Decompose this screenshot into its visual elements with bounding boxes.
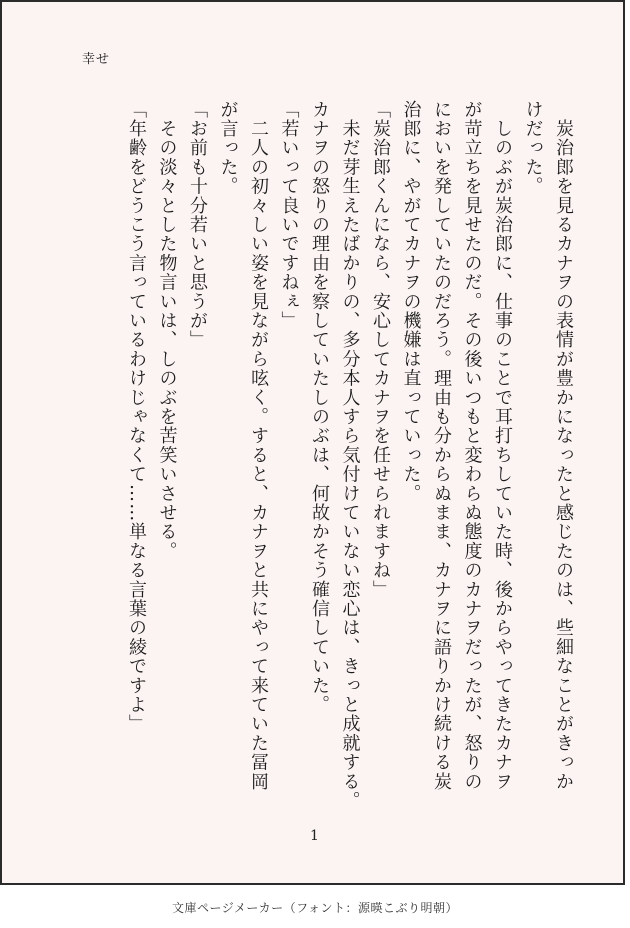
footer-credit: 文庫ページメーカー（フォント：源暎こぶり明朝） (171, 901, 459, 915)
text-line: 「お前も十分若いと思うが」 (187, 100, 208, 350)
text-line: その淡々とした物言いは、しのぶを苦笑いさせる。 (156, 100, 178, 561)
text-line: 二人の初々しい姿を見ながら呟く。すると、カナヲと共にやって来ていた冨岡 (248, 100, 269, 792)
text-line: 治郎に、やがてカナヲの機嫌は直っていった。 (400, 100, 422, 504)
text-line: しのぶが炭治郎に、仕事のことで耳打ちしていた時、後からやってきたカナヲ (492, 100, 513, 792)
text-line: カナヲの怒りの理由を察していたしのぶは、何故かそう確信していた。 (309, 100, 330, 715)
text-line: けだった。 (522, 100, 544, 196)
text-line: においを発していたのだろう。理由も分からぬまま、カナヲに語りかけ続ける炭 (431, 100, 452, 792)
text-line: 「若いって良いですねぇ」 (278, 100, 300, 331)
text-line: 炭治郎を見るカナヲの表情が豊かになったと感じたのは、些細なことがきっか (553, 100, 574, 792)
page-header-title: 幸せ (82, 52, 111, 67)
text-line: 「年齢をどうこう言っているわけじゃなくて……単なる言葉の綾ですよ」 (126, 100, 147, 734)
text-line: 「炭治郎くんになら、安心してカナヲを任せられますね」 (370, 100, 391, 600)
text-line: が言った。 (217, 100, 239, 196)
body-text (121, 100, 579, 811)
text-line: が苛立ちを見せたのだ。その後いつもと変わらぬ態度のカナヲだったが、怒りの (461, 100, 483, 792)
page-number: 1 (310, 828, 319, 844)
text-line: 未だ芽生えたばかりの、多分本人すら気付けていない恋心は、きっと成就する。 (339, 100, 361, 811)
